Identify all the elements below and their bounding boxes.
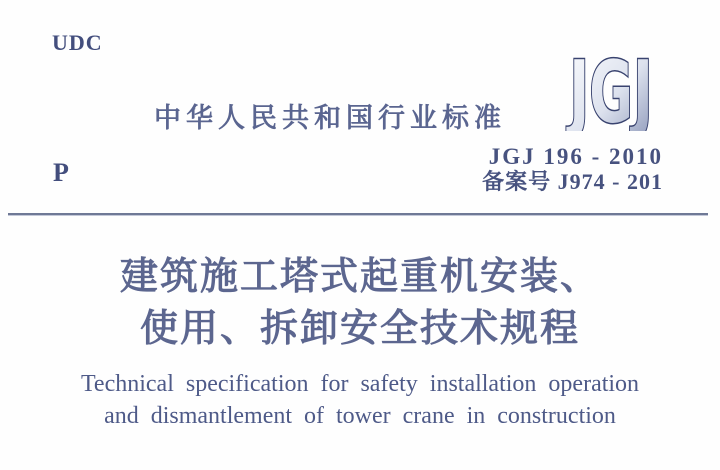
title-english-line1: Technical specification for safety installation operation [80, 371, 640, 397]
classification-code: P [53, 158, 69, 187]
udc-label: UDC [52, 30, 103, 55]
divider-line [8, 213, 708, 216]
standard-codes [482, 144, 663, 194]
jgj-logo-text: JGJ [569, 56, 653, 131]
standard-number: JGJ 196 - 2010 [488, 144, 663, 169]
standard-category-heading: 中华人民共和国行业标准 [154, 103, 506, 133]
title-chinese-line2: 使用、拆卸安全技术规程 [139, 305, 580, 350]
record-number: 备案号 J974 - 201 [482, 169, 663, 194]
jgj-logo [546, 56, 676, 131]
title-english [0, 368, 720, 432]
jgj-logo-graphic [546, 56, 676, 131]
title-chinese [0, 250, 720, 354]
title-chinese-line1: 建筑施工塔式起重机安装、 [119, 253, 600, 298]
title-english-line2: and dismantlement of tower crane in construction [104, 403, 616, 429]
